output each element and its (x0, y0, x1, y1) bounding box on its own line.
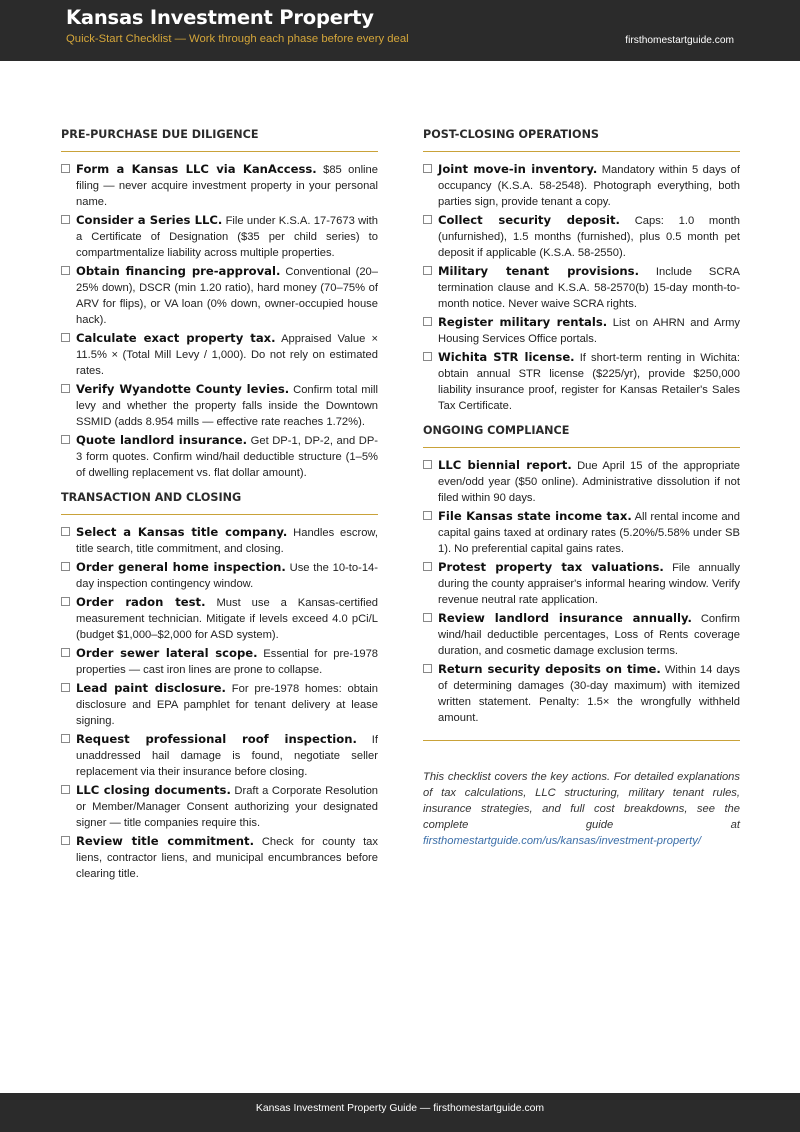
checklist-item-text: Due April 15 of the appropriate even/odd year ($50 online). Administrative dissolution if not filed within 90 days. (438, 460, 740, 504)
checkbox-icon[interactable] (61, 435, 70, 444)
checklist-item (61, 381, 378, 430)
checklist-item-text: If unaddressed hail damage is found, negotiate seller replacement via their insurance before closing. (76, 734, 378, 778)
checkbox-icon[interactable] (423, 664, 432, 673)
checklist-item (423, 161, 740, 210)
checklist-item-title: Request professional roof inspection. (76, 732, 357, 746)
checklist-item (423, 349, 740, 414)
section-post-closing-operations (423, 127, 740, 414)
checklist (423, 457, 740, 726)
checklist-item-text: $85 online filing — never acquire investment property in your personal name. (76, 164, 378, 208)
right-column (423, 127, 740, 849)
checklist-item (61, 731, 378, 780)
checklist-item-title: Order sewer lateral scope. (76, 646, 258, 660)
checklist-item-text: All rental income and capital gains taxed at ordinary rates (5.20%/5.58% under SB 1). No preferential capital gains rates. (438, 511, 740, 555)
header-bar (0, 0, 800, 61)
checklist-item (423, 508, 740, 557)
checkbox-icon[interactable] (61, 785, 70, 794)
checklist-item-title: Protest property tax valuations. (438, 560, 664, 574)
checklist-item-title: Verify Wyandotte County levies. (76, 382, 290, 396)
checklist-item-title: Order general home inspection. (76, 560, 286, 574)
checkbox-icon[interactable] (423, 352, 432, 361)
checklist-item-title: LLC biennial report. (438, 458, 572, 472)
checklist-item-title: Consider a Series LLC. (76, 213, 223, 227)
checkbox-icon[interactable] (423, 613, 432, 622)
page-subtitle: Quick-Start Checklist — Work through each phase before every deal (66, 33, 409, 45)
checklist-item (423, 610, 740, 659)
checklist-item-text: Check for county tax liens, contractor liens, and municipal encumbrances before clearing title. (76, 836, 378, 880)
right-sections (423, 127, 740, 726)
checklist-item-text: List on AHRN and Army Housing Services Office portals. (438, 317, 740, 345)
checklist-item-text: If short-term renting in Wichita: obtain annual STR license ($225/yr), provide $250,000 liability insurance proof, register for Kansas Retailer's Sales Tax Certificate. (438, 352, 741, 412)
checklist (423, 161, 740, 414)
section-title: POST-CLOSING OPERATIONS (423, 127, 740, 152)
checkbox-icon[interactable] (61, 333, 70, 342)
checklist-item (423, 263, 740, 312)
checklist-item-title: Lead paint disclosure. (76, 681, 226, 695)
checklist-item-text: Must use a Kansas-certified measurement technician. Mitigate if levels exceed 4.0 pCi/L (budget $1,000–$2,000 for ASD system). (76, 597, 379, 641)
section-title: TRANSACTION AND CLOSING (61, 490, 378, 515)
checklist-item (61, 161, 378, 210)
checklist-item (61, 680, 378, 729)
section-pre-purchase-due-diligence (61, 127, 378, 481)
checklist-item-title: Order radon test. (76, 595, 206, 609)
checkbox-icon[interactable] (61, 836, 70, 845)
checklist-item (61, 212, 378, 261)
checklist-item-text: Get DP-1, DP-2, and DP-3 form quotes. Confirm wind/hail deductible structure (1–5% of dwelling replacement vs. flat dollar amount). (76, 435, 379, 479)
header-site-name: firsthomestartguide.com (625, 35, 734, 46)
checklist-item (61, 645, 378, 678)
checklist-item-title: Joint move-in inventory. (438, 162, 598, 176)
checklist-item (423, 661, 740, 726)
checklist (61, 524, 378, 882)
checklist-item-title: Return security deposits on time. (438, 662, 661, 676)
checklist-item (423, 314, 740, 347)
checkbox-icon[interactable] (61, 164, 70, 173)
checklist-item-title: Select a Kansas title company. (76, 525, 288, 539)
checklist-item-text: Include SCRA termination clause and K.S.A. 58-2570(b) 15-day month-to-month notice. Never waive SCRA rights. (438, 266, 740, 310)
checklist-item-text: File annually during the county appraiser's informal hearing window. Verify revenue neutral rate application. (438, 562, 741, 606)
checklist-item (61, 559, 378, 592)
checklist-item (61, 782, 378, 831)
checkbox-icon[interactable] (61, 562, 70, 571)
checklist-item-text: Essential for pre-1978 properties — cast iron lines are prone to collapse. (76, 648, 379, 676)
checkbox-icon[interactable] (423, 317, 432, 326)
checklist-item-text: Within 14 days of determining damages (30-day maximum) with itemized written statement. Penalty: 1.5× the wrongfully withheld amount. (438, 664, 741, 724)
checkbox-icon[interactable] (61, 597, 70, 606)
note-divider (423, 740, 740, 741)
checklist (61, 161, 378, 481)
checklist-item-title: Obtain financing pre-approval. (76, 264, 281, 278)
section-title: PRE-PURCHASE DUE DILIGENCE (61, 127, 378, 152)
checklist-item-title: Military tenant provisions. (438, 264, 639, 278)
checklist-item-title: Collect security deposit. (438, 213, 620, 227)
checkbox-icon[interactable] (423, 511, 432, 520)
section-ongoing-compliance (423, 423, 740, 726)
page-title: Kansas Investment Property (66, 6, 374, 29)
checklist-item (423, 559, 740, 608)
checklist-item-title: Form a Kansas LLC via KanAccess. (76, 162, 317, 176)
checklist-item-text: Draft a Corporate Resolution or Member/Manager Consent authorizing your designated signer — title companies require this. (76, 785, 379, 829)
checklist-item-title: Calculate exact property tax. (76, 331, 276, 345)
checklist-item (61, 594, 378, 643)
footer-bar (0, 1093, 800, 1132)
checkbox-icon[interactable] (61, 683, 70, 692)
checkbox-icon[interactable] (423, 215, 432, 224)
checklist-item (61, 524, 378, 557)
checkbox-icon[interactable] (423, 562, 432, 571)
checklist-item-text: For pre-1978 homes: obtain disclosure and EPA pamphlet for tenant delivery at lease signing. (76, 683, 379, 727)
guide-note (423, 769, 740, 849)
checklist-item-text: Handles escrow, title search, title commitment, and closing. (76, 527, 378, 555)
section-transaction-and-closing (61, 490, 378, 882)
section-title: ONGOING COMPLIANCE (423, 423, 740, 448)
checklist-item-text: Confirm wind/hail deductible percentages, Loss of Rents coverage duration, and cosmetic damage exclusion terms. (438, 613, 740, 657)
checklist-item-title: Quote landlord insurance. (76, 433, 248, 447)
guide-link[interactable]: firsthomestartguide.com/us/kansas/investment-property/ (423, 835, 701, 847)
checkbox-icon[interactable] (61, 266, 70, 275)
checklist-item-text: Mandatory within 5 days of occupancy (K.S.A. 58-2548). Photograph everything, both parties sign, provide tenant a copy. (438, 164, 741, 208)
checklist-item-text: Conventional (20–25% down), DSCR (min 1.20 ratio), hard money (70–75% of ARV for flips), or VA loan (0% down, owner-occupied house hack). (76, 266, 378, 326)
left-column (61, 127, 378, 891)
checklist-item-title: Review title commitment. (76, 834, 254, 848)
checkbox-icon[interactable] (423, 460, 432, 469)
checklist-item (423, 212, 740, 261)
checklist-item-title: Review landlord insurance annually. (438, 611, 692, 625)
checklist-item-text: Confirm total mill levy and whether the property falls inside the Downtown SSMID (adds 8.954 mills — effective rate reaches 1.72%). (76, 384, 378, 428)
checklist-item-text: Caps: 1.0 month (unfurnished), 1.5 months (furnished), plus 0.5 month pet deposit if applicable (K.S.A. 58-2550). (438, 215, 741, 259)
checkbox-icon[interactable] (61, 648, 70, 657)
checkbox-icon[interactable] (61, 734, 70, 743)
checkbox-icon[interactable] (423, 266, 432, 275)
checklist-item-title: LLC closing documents. (76, 783, 231, 797)
checklist-item-title: File Kansas state income tax. (438, 509, 632, 523)
checklist-item (61, 833, 378, 882)
footer-text: Kansas Investment Property Guide — firsthomestartguide.com (255, 1103, 545, 1114)
checkbox-icon[interactable] (423, 164, 432, 173)
checklist-item (61, 263, 378, 328)
checklist-item-text: File under K.S.A. 17-7673 with a Certificate of Designation ($35 per child series) to compartmentalize liability across multiple properties. (76, 215, 378, 259)
checklist-item-title: Wichita STR license. (438, 350, 575, 364)
checklist-item (61, 432, 378, 481)
checkbox-icon[interactable] (61, 215, 70, 224)
checklist-item-text: Appraised Value × 11.5% × (Total Mill Levy / 1,000). Do not rely on estimated rates. (76, 333, 378, 377)
guide-note-text: This checklist covers the key actions. For detailed explanations of tax calculations, LLC structuring, military tenant rules, insurance strategies, and full cost breakdowns, see the complete guide at (423, 771, 740, 831)
checklist-item-title: Register military rentals. (438, 315, 608, 329)
checklist-item-text: Use the 10-to-14-day inspection contingency window. (76, 562, 379, 590)
checklist-item (61, 330, 378, 379)
checkbox-icon[interactable] (61, 384, 70, 393)
checklist-item (423, 457, 740, 506)
checkbox-icon[interactable] (61, 527, 70, 536)
